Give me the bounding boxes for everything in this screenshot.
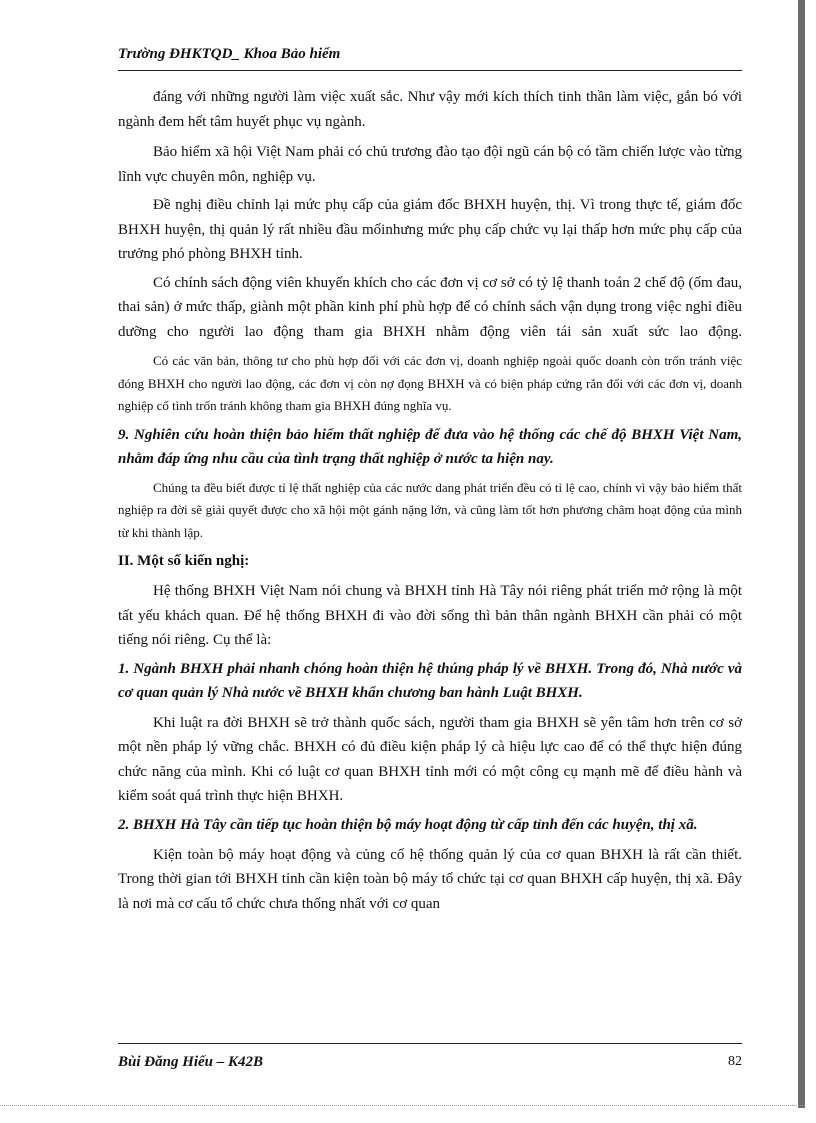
section-heading: 2. BHXH Hà Tây cần tiếp tục hoàn thiện bộ máy hoạt động từ cấp tỉnh đến các huyện, thị xã. xyxy=(118,816,698,833)
footer-divider xyxy=(118,1043,742,1044)
section-heading: 9. Nghiên cứu hoàn thiện bảo hiểm thất nghiệp để đưa vào hệ thống các chế độ BHXH Việt Nam, nhằm đáp ứng nhu cầu của tình trạng thất nghiệp ở nước ta hiện nay. xyxy=(118,426,742,467)
page-header: Trường ĐHKTQD_ Khoa Bảo hiểm xyxy=(118,46,341,62)
paragraph: Khi luật ra đời BHXH sẽ trở thành quốc sách, người tham gia BHXH sẽ yên tâm hơn trên cơ sở một nền pháp lý vững chắc. BHXH có đủ điều kiện pháp lý cà hiệu lực cao để có thể thực hiện đúng chức năng của mình. Khi có luật cơ quan BHXH tỉnh mới có một công cụ mạnh mẽ để điều hành và kiểm soát quá trình thực hiện BHXH. xyxy=(118,714,742,804)
paragraph: Chúng ta đều biết được tỉ lệ thất nghiệp của các nước dang phát triển đều có tỉ lệ cao, chính vì vậy bảo hiểm thất nghiệp ra đời sẽ giải quyết được cho xã hội một gánh nặng lớn, và cũng làm tốt hơn phương châm hoạt động của mình từ khi thành lập. xyxy=(118,479,742,540)
document-body xyxy=(118,85,742,920)
header-divider xyxy=(118,70,742,71)
section-heading: II. Một số kiến nghị: xyxy=(118,553,250,569)
paragraph: Có chính sách động viên khuyến khích cho các đơn vị cơ sở có tỷ lệ thanh toán 2 chế độ (ốm đau, thai sản) ở mức thấp, giành một phần kinh phí phù hợp để có chính sách vận dụng trong việc nghỉ điều dưỡng cho người lao động tham gia BHXH nhằm động viên tái sản xuất sức lao động. xyxy=(118,274,742,340)
paragraph: Kiện toàn bộ máy hoạt động và củng cố hệ thống quản lý của cơ quan BHXH là rất cần thiết. Trong thời gian tới BHXH tỉnh cần kiện toàn bộ máy tổ chức tại cơ quan BHXH cấp huyện, thị xã. Đây là nơi mà cơ cấu tổ chức chưa thống nhất với cơ quan xyxy=(118,846,742,912)
paragraph: Bảo hiểm xã hội Việt Nam phải có chủ trương đào tạo đội ngũ cán bộ có tầm chiến lược vào từng lĩnh vực chuyên môn, nghiệp vụ. xyxy=(118,144,742,185)
paragraph: Hệ thống BHXH Việt Nam nói chung và BHXH tỉnh Hà Tây nói riêng phát triển mở rộng là một tất yếu khách quan. Để hệ thống BHXH đi vào đời sống thì bản thân ngành BHXH cần phải có một tiếng nói riêng. Cụ thể là: xyxy=(118,583,742,648)
paragraph: Đề nghị điều chỉnh lại mức phụ cấp của giám đốc BHXH huyện, thị. Vì trong thực tế, giám đốc BHXH huyện, thị quản lý rất nhiều đầu mốinhưng mức phụ cấp chức vụ lại thấp hơn mức phụ cấp của trưởng phó phòng BHXH tỉnh. xyxy=(118,197,742,262)
page-edge-shadow xyxy=(798,0,805,1108)
paragraph: đáng với những người làm việc xuất sắc. Như vậy mới kích thích tinh thần làm việc, gắn bó với ngành đem hết tâm huyết phục vụ ngành. xyxy=(118,89,742,130)
page-number: 82 xyxy=(728,1054,742,1069)
page-edge-bottom xyxy=(0,1105,805,1107)
paragraph: Có các văn bản, thông tư cho phù hợp đối với các đơn vị, doanh nghiệp ngoài quốc doanh còn trốn tránh việc đóng BHXH cho người lao động, các đơn vị còn nợ đọng BHXH và có biện pháp cứng rắn đối với các đơn vị, doanh nghiệp cố tình trốn tránh không tham gia BHXH đúng nghĩa vụ. xyxy=(118,353,742,413)
footer-author: Bùi Đăng Hiếu – K42B xyxy=(118,1054,264,1070)
section-heading: 1. Ngành BHXH phải nhanh chóng hoàn thiện hệ thúng pháp lý về BHXH. Trong đó, Nhà nước và cơ quan quản lý Nhà nước về BHXH khẩn chương ban hành Luật BHXH. xyxy=(118,660,742,701)
